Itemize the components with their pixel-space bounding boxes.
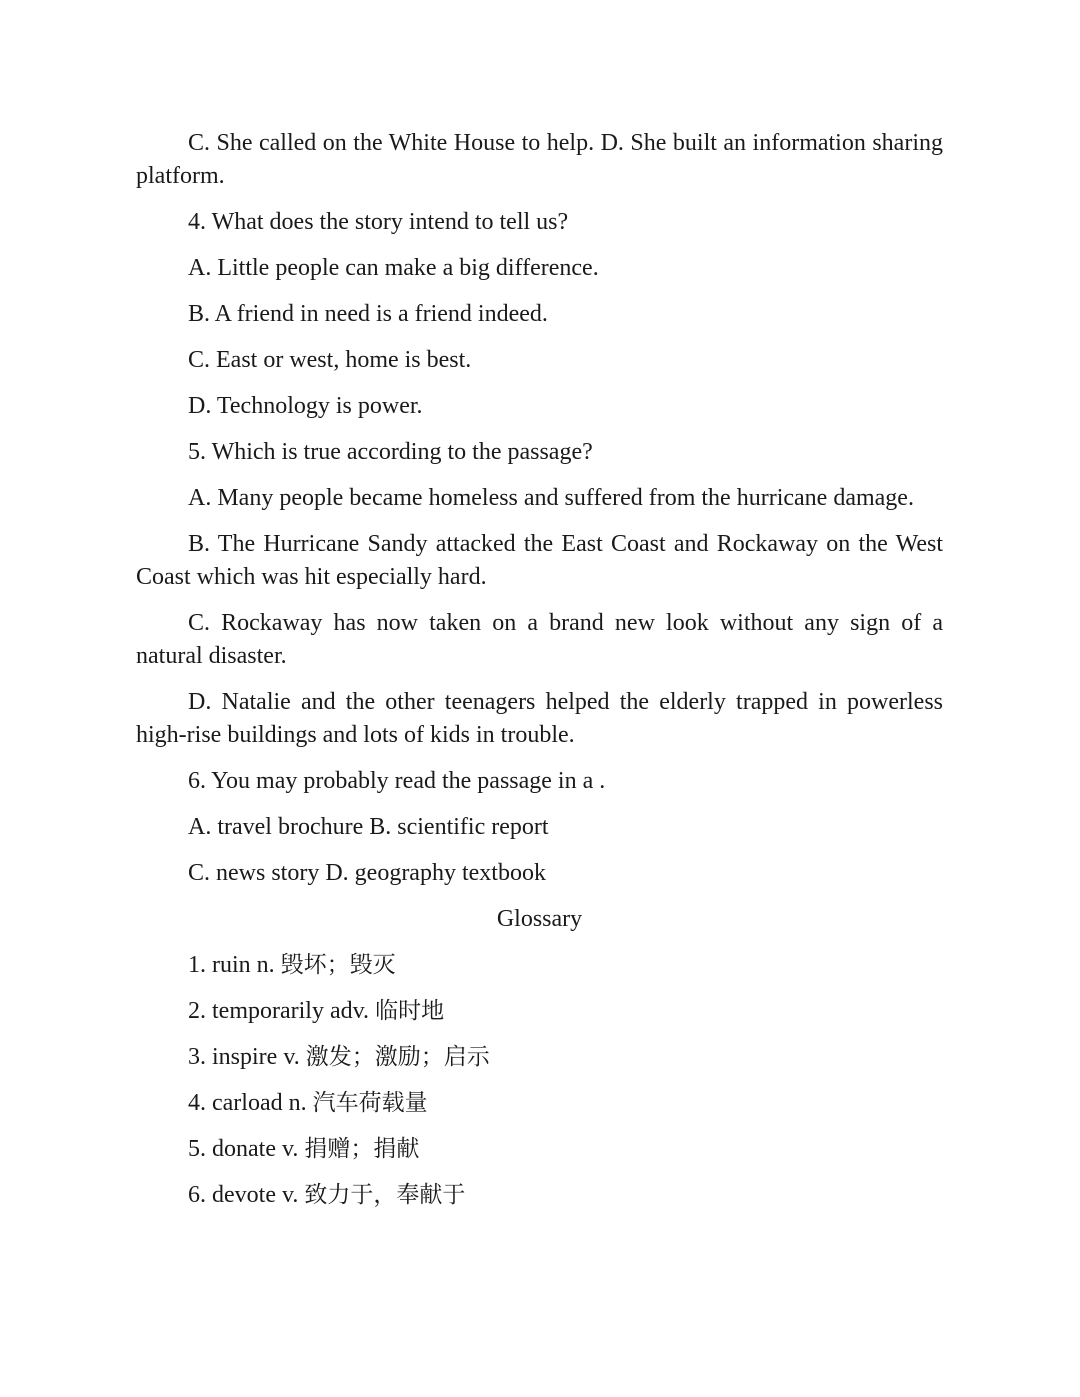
q5-option-c: C. Rockaway has now taken on a brand new look without any sign of a natural disaster. [136,610,943,669]
document-page [136,127,943,1225]
q5-option-d: D. Natalie and the other teenagers helped the elderly trapped in powerless high-rise buildings and lots of kids in trouble. [136,689,943,748]
glossary-item [136,1041,943,1074]
glossary-meaning: 激发；激励；启示 [305,1044,490,1070]
q4-option-b: B. A friend in need is a friend indeed. [188,301,548,327]
glossary-item [136,1179,943,1212]
glossary-term: 2. temporarily adv. [188,998,376,1024]
glossary-item [136,995,943,1028]
glossary-item [136,1133,943,1166]
q5-option-b: B. The Hurricane Sandy attacked the East Coast and Rockaway on the West Coast which was hit especially hard. [136,531,943,590]
q5-option-a: A. Many people became homeless and suffered from the hurricane damage. [188,485,914,511]
glossary-term: 3. inspire v. [188,1044,306,1070]
q6-options-cd: C. news story D. geography textbook [188,860,546,886]
q4-option-d: D. Technology is power. [188,393,423,419]
glossary-term: 6. devote v. [188,1182,305,1208]
q4-option-c: C. East or west, home is best. [188,347,472,373]
glossary-meaning: 汽车荷载量 [312,1090,428,1116]
glossary-meaning: 捐赠；捐献 [304,1136,420,1162]
glossary-term: 4. carload n. [188,1090,313,1116]
glossary-meaning: 致力于，奉献于 [304,1182,466,1208]
q5-stem: 5. Which is true according to the passage? [188,439,593,465]
q4-stem: 4. What does the story intend to tell us? [188,209,569,235]
glossary-term: 5. donate v. [188,1136,305,1162]
q3-options-cd: C. She called on the White House to help. D. She built an information sharing platform. [136,130,943,189]
glossary-title: Glossary [496,906,583,932]
glossary-meaning: 临时地 [375,998,445,1024]
q6-stem: 6. You may probably read the passage in a . [188,768,606,794]
glossary-item [136,949,943,982]
q4-option-a: A. Little people can make a big difference. [188,255,599,281]
glossary-term: 1. ruin n. [188,952,281,978]
glossary-meaning: 毁坏；毁灭 [280,952,396,978]
glossary-item [136,1087,943,1120]
q6-options-ab: A. travel brochure B. scientific report [188,814,549,840]
